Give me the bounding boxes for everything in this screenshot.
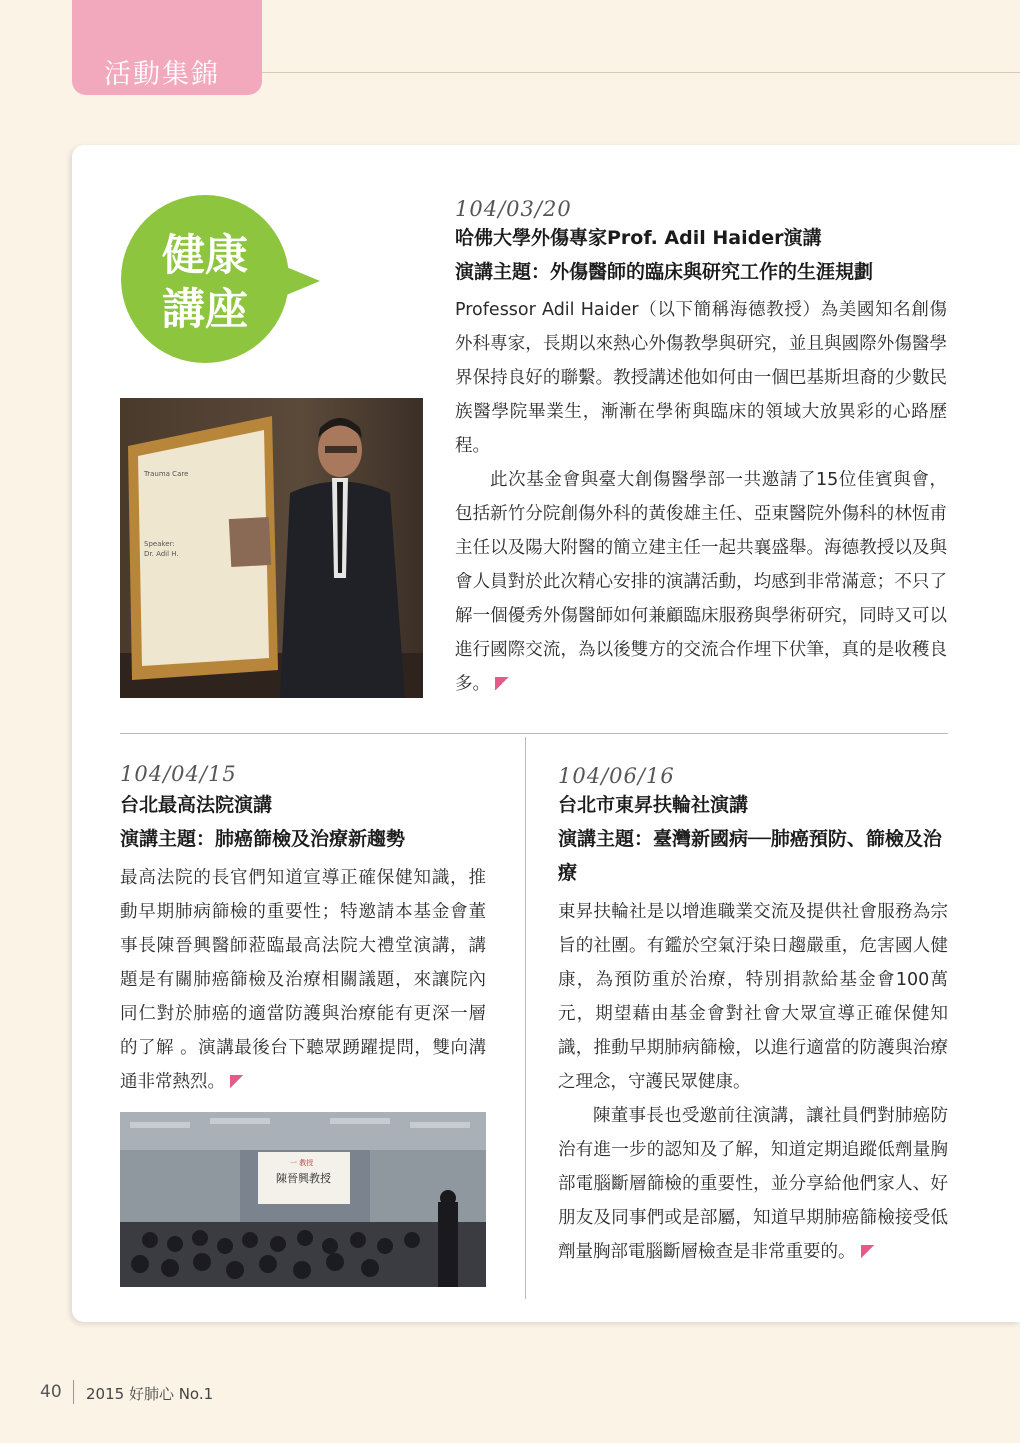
article-3-body (558, 895, 948, 1269)
article-1-paragraph-1: Professor Adil Haider（以下簡稱海德教授）為美國知名創傷外科專家，長期以來熱心外傷教學與研究，並且與國際外傷醫學界保持良好的聯繫。教授講述他如何由一個巴基斯坦裔的少數民族醫學院畢業生，漸漸在學術與臨床的領域大放異彩的心路歷程。 (455, 300, 947, 456)
magazine-title: 2015 好肺心 No.1 (86, 1385, 214, 1403)
article-1-paragraph-2: 此次基金會與臺大創傷醫學部一共邀請了15位佳賓與會，包括新竹分院創傷外科的黃俊雄主任、亞東醫院外傷科的林恆甫主任以及陽大附醫的簡立建主任一起共襄盛舉。海德教授以及與會人員對於此次精心安排的演講活動，均感到非常滿意；不只了解一個優秀外傷醫師如何兼顧臨床服務與學術研究，同時又可以進行國際交流，為以後雙方的交流合作埋下伏筆，真的是收穫良多。 (455, 470, 947, 694)
article-2-title: 台北最高法院演講 (120, 794, 273, 816)
article-1-subtitle: 演講主題：外傷醫師的臨床與研究工作的生涯規劃 (455, 261, 874, 283)
poster-text-2: Speaker: (144, 540, 175, 548)
end-mark-icon (230, 1075, 244, 1088)
badge-pointer (284, 266, 320, 296)
end-mark-icon (861, 1245, 875, 1258)
section-title: 活動集錦 (104, 59, 220, 90)
article-2-paragraph-1: 最高法院的長官們知道宣導正確保健知識，推動早期肺病篩檢的重要性；特邀請本基金會董事長陳晉興醫師蒞臨最高法院大禮堂演講，講題是有關肺癌篩檢及治療相關議題，來讓院內同仁對於肺癌的適當防護與治療能有更深一層的了解 。演講最後台下聽眾踴躍提問，雙向溝通非常熱烈。 (120, 868, 486, 1092)
article-3-subtitle: 演講主題：臺灣新國病──肺癌預防、篩檢及治療 (558, 828, 942, 884)
section-tab (72, 0, 262, 95)
page-number: 40 (40, 1382, 62, 1402)
screen-text-1: 一 教授 (290, 1159, 314, 1167)
header-divider (262, 72, 1020, 73)
article-1-date: 104/03/20 (455, 197, 572, 221)
screen-text-2: 陳晉興教授 (276, 1172, 331, 1185)
speaker-photo (120, 398, 423, 698)
section-divider (120, 733, 948, 734)
poster-text-1: Trauma Care (144, 470, 189, 478)
article-2-date: 104/04/15 (120, 762, 237, 786)
column-divider (525, 737, 526, 1299)
category-badge (121, 195, 289, 363)
badge-line-2: 講座 (162, 285, 248, 335)
article-3-title: 台北市東昇扶輪社演講 (558, 794, 749, 816)
badge-line-1: 健康 (162, 231, 248, 281)
article-1-body (455, 293, 947, 701)
end-mark-icon (495, 677, 509, 690)
article-3-date: 104/06/16 (558, 764, 675, 788)
article-1-title: 哈佛大學外傷專家Prof. Adil Haider演講 (455, 227, 822, 249)
article-3-paragraph-2: 陳董事長也受邀前往演講，讓社員們對肺癌防治有進一步的認知及了解，知道定期追蹤低劑量胸部電腦斷層篩檢的重要性，並分享給他們家人、好朋友及同事們或是部屬，知道早期肺癌篩檢接受低劑量胸部電腦斷層檢查是非常重要的。 (558, 1106, 948, 1262)
article-2-subtitle: 演講主題：肺癌篩檢及治療新趨勢 (120, 828, 406, 850)
article-2-body (120, 861, 486, 1099)
lecture-hall-photo (120, 1112, 486, 1287)
article-3-paragraph-1: 東昇扶輪社是以增進職業交流及提供社會服務為宗旨的社團。有鑑於空氣汙染日趨嚴重，危害國人健康，為預防重於治療，特別捐款給基金會100萬元，期望藉由基金會對社會大眾宣導正確保健知識，推動早期肺病篩檢，以進行適當的防護與治療之理念，守護民眾健康。 (558, 902, 948, 1092)
footer-divider (73, 1380, 74, 1404)
poster-text-3: Dr. Adil H. (144, 550, 179, 558)
